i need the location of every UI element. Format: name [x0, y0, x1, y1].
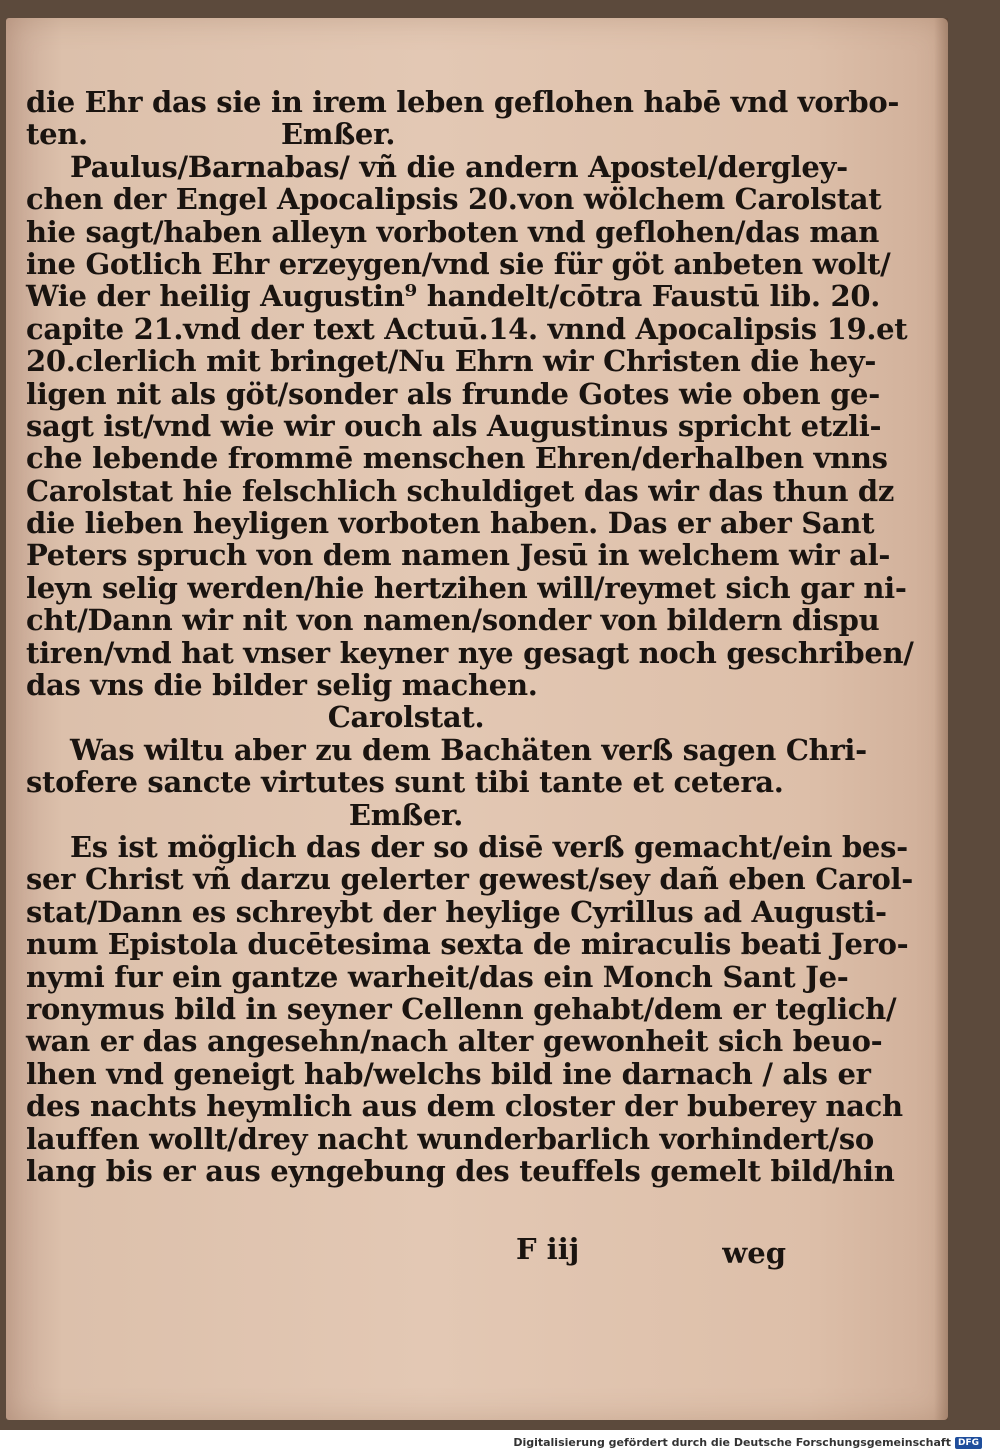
text-line: ligen nit als göt/sonder als frunde Gotes wie oben ge- [26, 376, 880, 411]
text-line-part: ten. [26, 117, 88, 152]
text-line: stat/Dann es schreybt der heylige Cyrillus ad Augusti- [26, 894, 887, 929]
text-line: das vns die bilder selig machen. [26, 668, 538, 703]
text-line: Es ist möglich das der so disē verß gemacht/ein bes- [70, 829, 908, 864]
text-line: leyn selig werden/hie hertzihen will/reymet sich gar ni- [26, 570, 907, 605]
text-line: nymi fur ein gantze warheit/das ein Monch Sant Je- [26, 959, 849, 994]
text-line: sagt ist/vnd wie wir ouch als Augustinus spricht etzli- [26, 408, 882, 443]
text-line: lang bis er aus eyngebung des teuffels gemelt bild/hin [26, 1153, 895, 1188]
text-line: chen der Engel Apocalipsis 20.von wölchem Carolstat [26, 182, 882, 217]
text-line: lauffen wollt/drey nacht wunderbarlich vorhindert/so [26, 1121, 874, 1156]
text-line: Paulus/Barnabas/ vñ die andern Apostel/dergley- [70, 149, 848, 184]
text-line: ronymus bild in seyner Cellenn gehabt/dem er teglich/ [26, 991, 897, 1026]
digitization-credit [513, 1436, 982, 1449]
text-line: stofere sancte virtutes sunt tibi tante et cetera. [26, 765, 784, 800]
text-line: die lieben heyligen vorboten haben. Das er aber Sant [26, 506, 875, 541]
page-edge-shadow [934, 18, 948, 1420]
text-line: Peters spruch von dem namen Jesū in welchem wir al- [26, 538, 891, 573]
heading-emsser: Emßer. [348, 797, 464, 832]
signature-mark: F iij [516, 1232, 580, 1266]
catchword: weg [722, 1236, 786, 1270]
text-line: num Epistola ducētesima sexta de miraculis beati Jero- [26, 927, 909, 962]
page-text [26, 85, 914, 1188]
text-line: die Ehr das sie in irem leben geflohen habē vnd vorbo- [26, 85, 900, 119]
credit-text: Digitalisierung gefördert durch die Deutsche Forschungsgemeinschaft [513, 1436, 951, 1449]
text-line: Was wiltu aber zu dem Bachäten verß sagen Chri- [70, 732, 867, 767]
heading-emsser: Emßer. [281, 117, 396, 152]
text-line: des nachts heymlich aus dem closter der buberey nach [26, 1089, 903, 1124]
page-footer [26, 1232, 786, 1270]
text-line: wan er das angesehn/nach alter gewonheit sich beuo- [26, 1024, 883, 1059]
text-line [26, 118, 786, 150]
text-line: hie sagt/haben alleyn vorboten vnd geflohen/das man [26, 214, 880, 249]
text-line: 20.clerlich mit bringet/Nu Ehrn wir Christen die hey- [26, 344, 877, 379]
text-line: cht/Dann wir nit von namen/sonder von bildern dispu [26, 603, 880, 638]
text-line: che lebende frommē menschen Ehren/derhalben vnns [26, 441, 888, 476]
dfg-logo: DFG [955, 1437, 982, 1449]
text-line: ser Christ vñ darzu gelerter gewest/sey dañ eben Carol- [26, 862, 913, 897]
text-line: lhen vnd geneigt hab/welchs bild ine darnach / als er [26, 1056, 871, 1091]
heading-carolstat: Carolstat. [327, 700, 485, 735]
text-line: Wie der heilig Augustin⁹ handelt/cōtra Faustū lib. 20. [26, 279, 881, 314]
text-line: Carolstat hie felschlich schuldiget das wir das thun dz [26, 473, 895, 508]
text-line: ine Gotlich Ehr erzeygen/vnd sie für göt anbeten wolt/ [26, 246, 891, 281]
text-line: capite 21.vnd der text Actuū.14. vnnd Apocalipsis 19.et [26, 311, 908, 346]
text-line: tiren/vnd hat vnser keyner nye gesagt noch geschriben/ [26, 635, 914, 670]
